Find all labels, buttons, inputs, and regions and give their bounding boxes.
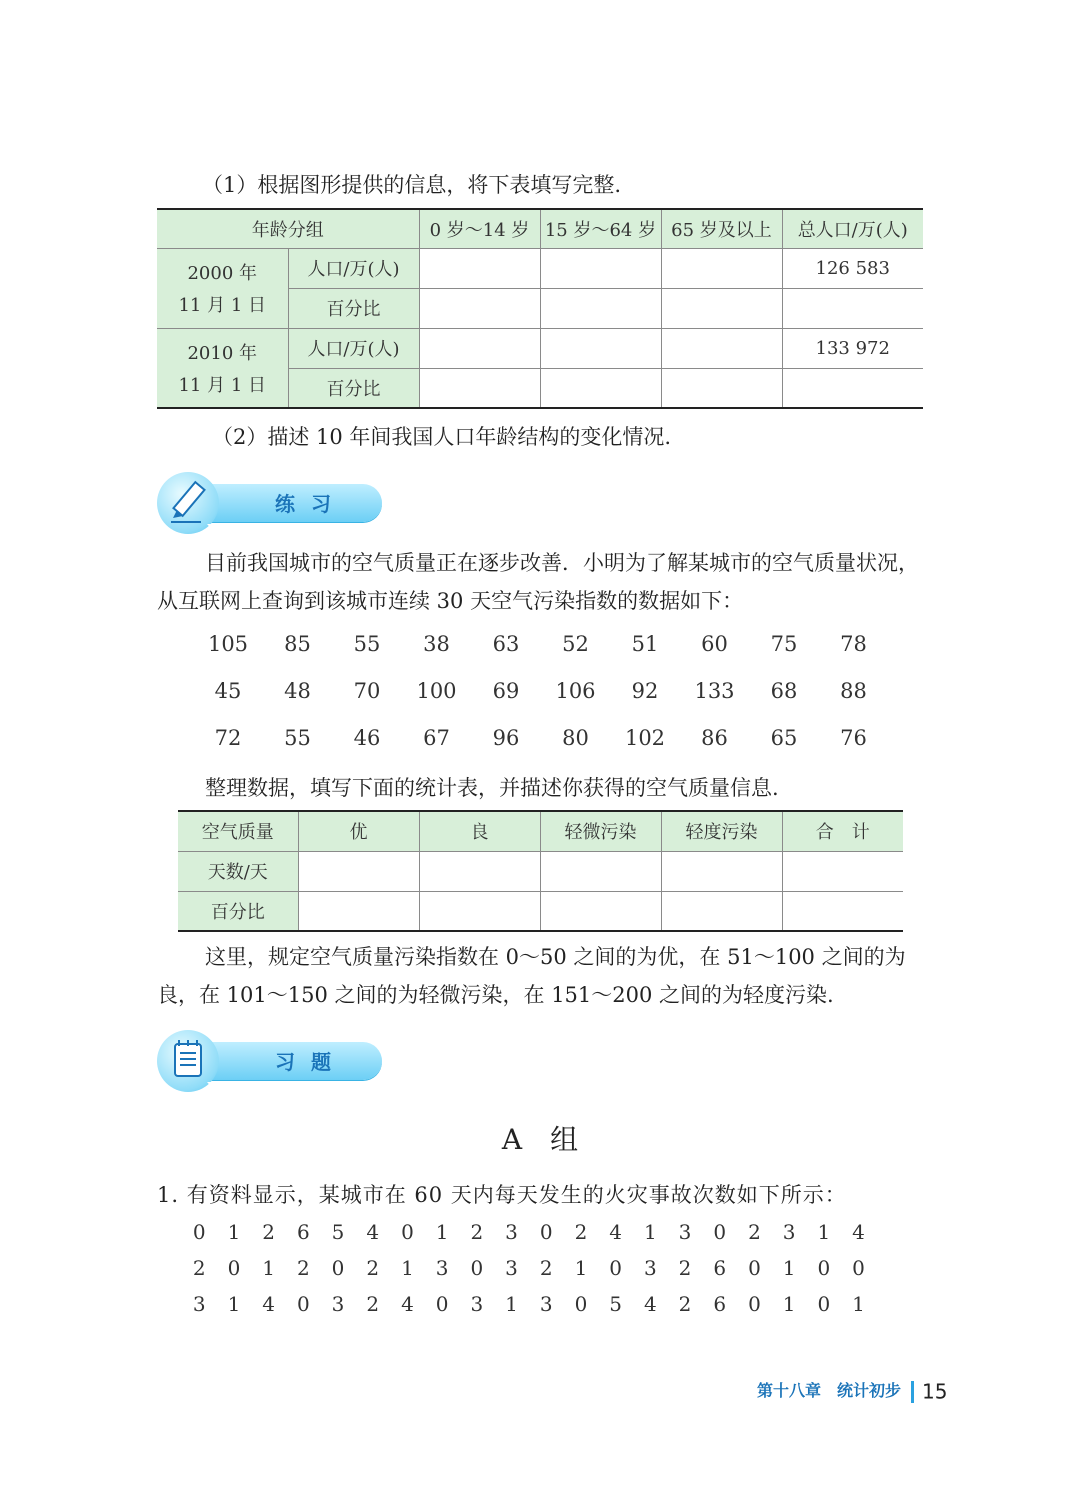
fire-value: 2 — [192, 1256, 206, 1280]
year-2010: 2010 年 — [187, 342, 258, 364]
cell-empty — [540, 851, 661, 891]
cell-empty — [661, 328, 782, 368]
air-value: 69 — [492, 679, 520, 703]
fire-value: 3 — [470, 1292, 484, 1316]
cell-empty — [419, 891, 540, 931]
practice-banner — [157, 472, 387, 532]
cell-empty — [661, 851, 782, 891]
cell-empty — [298, 891, 419, 931]
pop-label-2000: 人口/万(人) — [288, 248, 419, 288]
cell-empty — [782, 368, 923, 408]
practice-text-1: 目前我国城市的空气质量正在逐步改善．小明为了解某城市的空气质量状况，从互联网上查询到该城市连续 30 天空气污染指数的数据如下： — [157, 551, 919, 613]
cell-empty — [661, 288, 782, 328]
chapter-label: 第十八章 统计初步 — [757, 1381, 902, 1400]
air-value: 105 — [207, 632, 249, 656]
row-2010-label — [157, 328, 288, 408]
cell-empty — [540, 368, 661, 408]
fire-value: 0 — [296, 1292, 310, 1316]
cell-empty — [540, 328, 661, 368]
fire-value: 3 — [505, 1220, 518, 1244]
pop-label-2010: 人口/万(人) — [288, 328, 419, 368]
air-quality-table — [178, 810, 903, 932]
air-value: 88 — [840, 679, 867, 703]
population-table — [157, 208, 923, 409]
page-footer — [757, 1378, 947, 1404]
exercise-label: 习题 — [275, 1050, 347, 1074]
row-2000-label — [157, 248, 288, 328]
row-days: 天数/天 — [178, 851, 298, 891]
air-value: 100 — [416, 679, 457, 703]
fire-value: 1 — [262, 1256, 275, 1280]
cell-empty — [298, 851, 419, 891]
air-value: 65 — [770, 726, 798, 750]
total-2010: 133 972 — [782, 328, 923, 368]
page-number: 15 — [922, 1379, 948, 1404]
fire-value: 4 — [852, 1220, 865, 1244]
fire-value: 0 — [748, 1256, 761, 1280]
cell-empty — [540, 891, 661, 931]
air-value: 133 — [694, 679, 735, 703]
fire-value: 0 — [748, 1292, 761, 1316]
header-light: 轻度污染 — [661, 811, 782, 851]
fire-value: 1 — [435, 1220, 449, 1244]
fire-value: 3 — [331, 1292, 345, 1316]
fire-value: 3 — [643, 1256, 657, 1280]
fire-value: 6 — [713, 1256, 727, 1280]
header-15-64: 15 岁～64 岁 — [540, 209, 661, 248]
fire-value: 3 — [505, 1256, 518, 1280]
air-value: 72 — [214, 726, 242, 750]
practice-text-2: 整理数据，填写下面的统计表，并描述你获得的空气质量信息. — [205, 776, 779, 800]
fire-value: 1 — [227, 1220, 241, 1244]
date-2010: 11 月 1 日 — [178, 374, 267, 396]
year-2000: 2000 年 — [187, 263, 258, 284]
cell-empty — [782, 891, 903, 931]
fire-value: 0 — [713, 1220, 727, 1244]
fire-value: 0 — [192, 1220, 206, 1244]
header-total: 总人口/万(人) — [782, 209, 923, 248]
fire-value: 0 — [574, 1292, 588, 1316]
air-value: 52 — [562, 632, 589, 656]
fire-value: 2 — [366, 1256, 380, 1280]
header-good: 良 — [419, 811, 540, 851]
header-excellent: 优 — [298, 811, 419, 851]
fire-value: 1 — [817, 1220, 831, 1244]
problem-1: 1. 有资料显示，某城市在 60 天内每天发生的火灾事故次数如下所示： — [157, 1183, 847, 1207]
fire-value: 3 — [192, 1292, 206, 1316]
cell-empty — [540, 288, 661, 328]
fire-value: 1 — [782, 1256, 796, 1280]
fire-value: 5 — [609, 1292, 622, 1316]
air-value: 67 — [423, 726, 450, 750]
air-value: 63 — [492, 632, 520, 656]
air-value: 78 — [840, 632, 867, 656]
air-value: 70 — [353, 679, 381, 703]
fire-value: 3 — [678, 1220, 692, 1244]
fire-value: 1 — [852, 1292, 865, 1316]
cell-empty — [540, 248, 661, 288]
fire-value: 1 — [227, 1292, 241, 1316]
group-title: A 组 — [501, 1123, 579, 1156]
air-value: 106 — [555, 679, 596, 703]
practice-label: 练习 — [275, 492, 347, 516]
header-65-plus: 65 岁及以上 — [661, 209, 782, 248]
air-value: 55 — [353, 632, 381, 656]
row-percent: 百分比 — [178, 891, 298, 931]
fire-value: 2 — [574, 1220, 588, 1244]
air-value: 86 — [701, 726, 728, 750]
fire-value: 2 — [262, 1220, 275, 1244]
fire-value: 1 — [643, 1220, 657, 1244]
fire-value: 2 — [470, 1220, 484, 1244]
fire-value: 3 — [435, 1256, 449, 1280]
cell-empty — [419, 368, 540, 408]
fire-value: 4 — [366, 1220, 380, 1244]
fire-value: 2 — [678, 1256, 692, 1280]
question-2: （2）描述 10 年间我国人口年龄结构的变化情况. — [212, 425, 672, 449]
cell-empty — [419, 288, 540, 328]
air-value: 38 — [423, 632, 450, 656]
cell-empty — [419, 328, 540, 368]
total-2000: 126 583 — [782, 248, 923, 288]
cell-empty — [661, 891, 782, 931]
fire-value: 1 — [574, 1256, 588, 1280]
cell-empty — [419, 851, 540, 891]
fire-value: 0 — [401, 1220, 414, 1244]
fire-value: 6 — [296, 1220, 310, 1244]
air-value: 45 — [214, 679, 242, 703]
fire-value: 0 — [852, 1256, 865, 1280]
fire-value: 1 — [782, 1292, 796, 1316]
air-value: 48 — [284, 679, 311, 703]
air-value: 76 — [840, 726, 867, 750]
fire-value: 1 — [505, 1292, 518, 1316]
header-0-14: 0 岁～14 岁 — [419, 209, 540, 248]
fire-value: 3 — [539, 1292, 553, 1316]
date-2000: 11 月 1 日 — [178, 295, 267, 316]
fire-value: 6 — [713, 1292, 727, 1316]
header-air-quality: 空气质量 — [178, 811, 298, 851]
fire-value: 0 — [539, 1220, 553, 1244]
air-value: 92 — [631, 679, 659, 703]
fire-value: 2 — [296, 1256, 310, 1280]
air-value: 85 — [284, 632, 311, 656]
fire-value: 2 — [539, 1256, 553, 1280]
fire-value: 0 — [609, 1256, 622, 1280]
air-value: 51 — [631, 632, 659, 656]
air-value: 102 — [624, 726, 666, 750]
fire-value: 2 — [748, 1220, 761, 1244]
header-sum: 合 计 — [782, 811, 903, 851]
fire-value: 4 — [609, 1220, 622, 1244]
fire-value: 4 — [401, 1292, 414, 1316]
air-value: 46 — [353, 726, 381, 750]
cell-empty — [782, 851, 903, 891]
exercise-banner — [157, 1030, 387, 1090]
pct-label-2000: 百分比 — [288, 288, 419, 328]
fire-value: 0 — [817, 1292, 831, 1316]
air-value: 55 — [284, 726, 311, 750]
fire-value: 0 — [435, 1292, 449, 1316]
air-value: 75 — [770, 632, 798, 656]
fire-value: 0 — [817, 1256, 831, 1280]
cell-empty — [419, 248, 540, 288]
fire-value: 0 — [331, 1256, 345, 1280]
question-1: （1）根据图形提供的信息，将下表填写完整. — [202, 173, 622, 197]
air-value: 80 — [562, 726, 589, 750]
header-age-group: 年龄分组 — [157, 209, 419, 248]
fire-value: 0 — [470, 1256, 484, 1280]
air-value: 68 — [770, 679, 798, 703]
air-value: 96 — [492, 726, 520, 750]
pct-label-2010: 百分比 — [288, 368, 419, 408]
fire-value: 4 — [643, 1292, 657, 1316]
air-value: 60 — [701, 632, 728, 656]
cell-empty — [782, 288, 923, 328]
cell-empty — [661, 248, 782, 288]
fire-value: 2 — [678, 1292, 692, 1316]
fire-value: 0 — [227, 1256, 241, 1280]
fire-value: 2 — [366, 1292, 380, 1316]
header-slight: 轻微污染 — [540, 811, 661, 851]
cell-empty — [661, 368, 782, 408]
fire-value: 5 — [331, 1220, 345, 1244]
practice-text-3: 这里，规定空气质量污染指数在 0～50 之间的为优，在 51～100 之间的为良，在 101～150 之间的为轻微污染，在 151～200 之间的为轻度污染. — [157, 945, 906, 1007]
fire-value: 4 — [262, 1292, 275, 1316]
fire-value: 3 — [782, 1220, 796, 1244]
fire-value: 1 — [401, 1256, 414, 1280]
